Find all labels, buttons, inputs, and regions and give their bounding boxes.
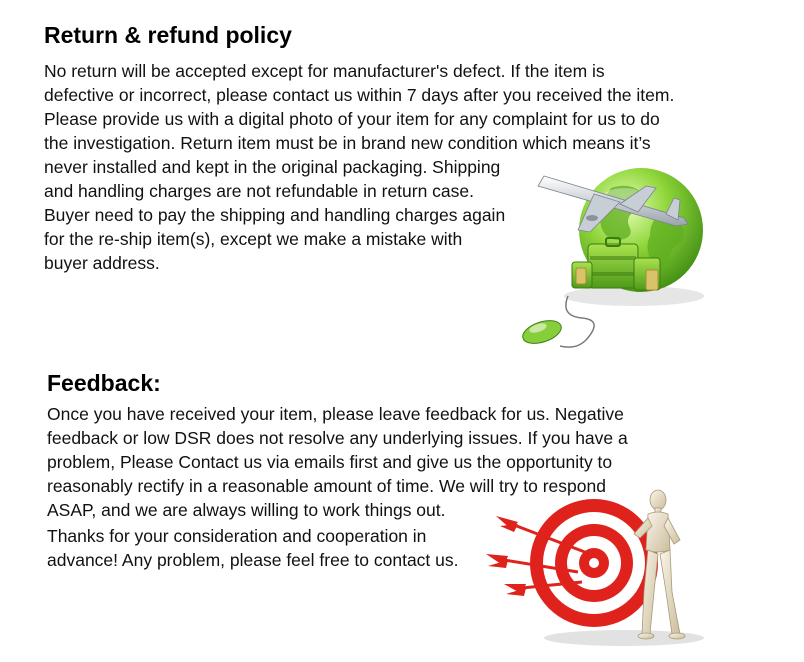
globe-airplane-icon	[516, 158, 716, 348]
return-policy-line: never installed and kept in the original packaging. Shipping	[44, 157, 501, 177]
feedback-line: problem, Please Contact us via emails first and give us the opportunity to	[47, 452, 613, 472]
feedback-line: feedback or low DSR does not resolve any underlying issues. If you have a	[47, 428, 628, 448]
return-policy-line: Please provide us with a digital photo of your item for any complaint for us to do	[44, 109, 660, 129]
feedback-line: ASAP, and we are always willing to work things out.	[47, 500, 446, 520]
feedback-line: reasonably rectify in a reasonable amount of time. We will try to respond	[47, 476, 606, 496]
return-policy-line: the investigation. Return item must be in brand new condition which means it’s	[44, 133, 651, 153]
feedback-line: Thanks for your consideration and cooperation in	[47, 526, 427, 546]
return-policy-line: and handling charges are not refundable in return case.	[44, 181, 475, 201]
return-policy-line: Buyer need to pay the shipping and handling charges again	[44, 205, 506, 225]
feedback-line: Once you have received your item, please leave feedback for us. Negative	[47, 404, 624, 424]
return-policy-title: Return & refund policy	[44, 22, 292, 48]
feedback-title: Feedback:	[47, 370, 161, 396]
return-policy-line: No return will be accepted except for manufacturer's defect. If the item is	[44, 61, 605, 81]
return-policy-line: defective or incorrect, please contact us within 7 days after you received the item.	[44, 85, 675, 105]
target-mannequin-icon	[474, 488, 714, 653]
return-policy-line: for the re-ship item(s), except we make a mistake with	[44, 229, 463, 249]
return-policy-line: buyer address.	[44, 253, 160, 273]
feedback-line: advance! Any problem, please feel free to contact us.	[47, 550, 459, 570]
